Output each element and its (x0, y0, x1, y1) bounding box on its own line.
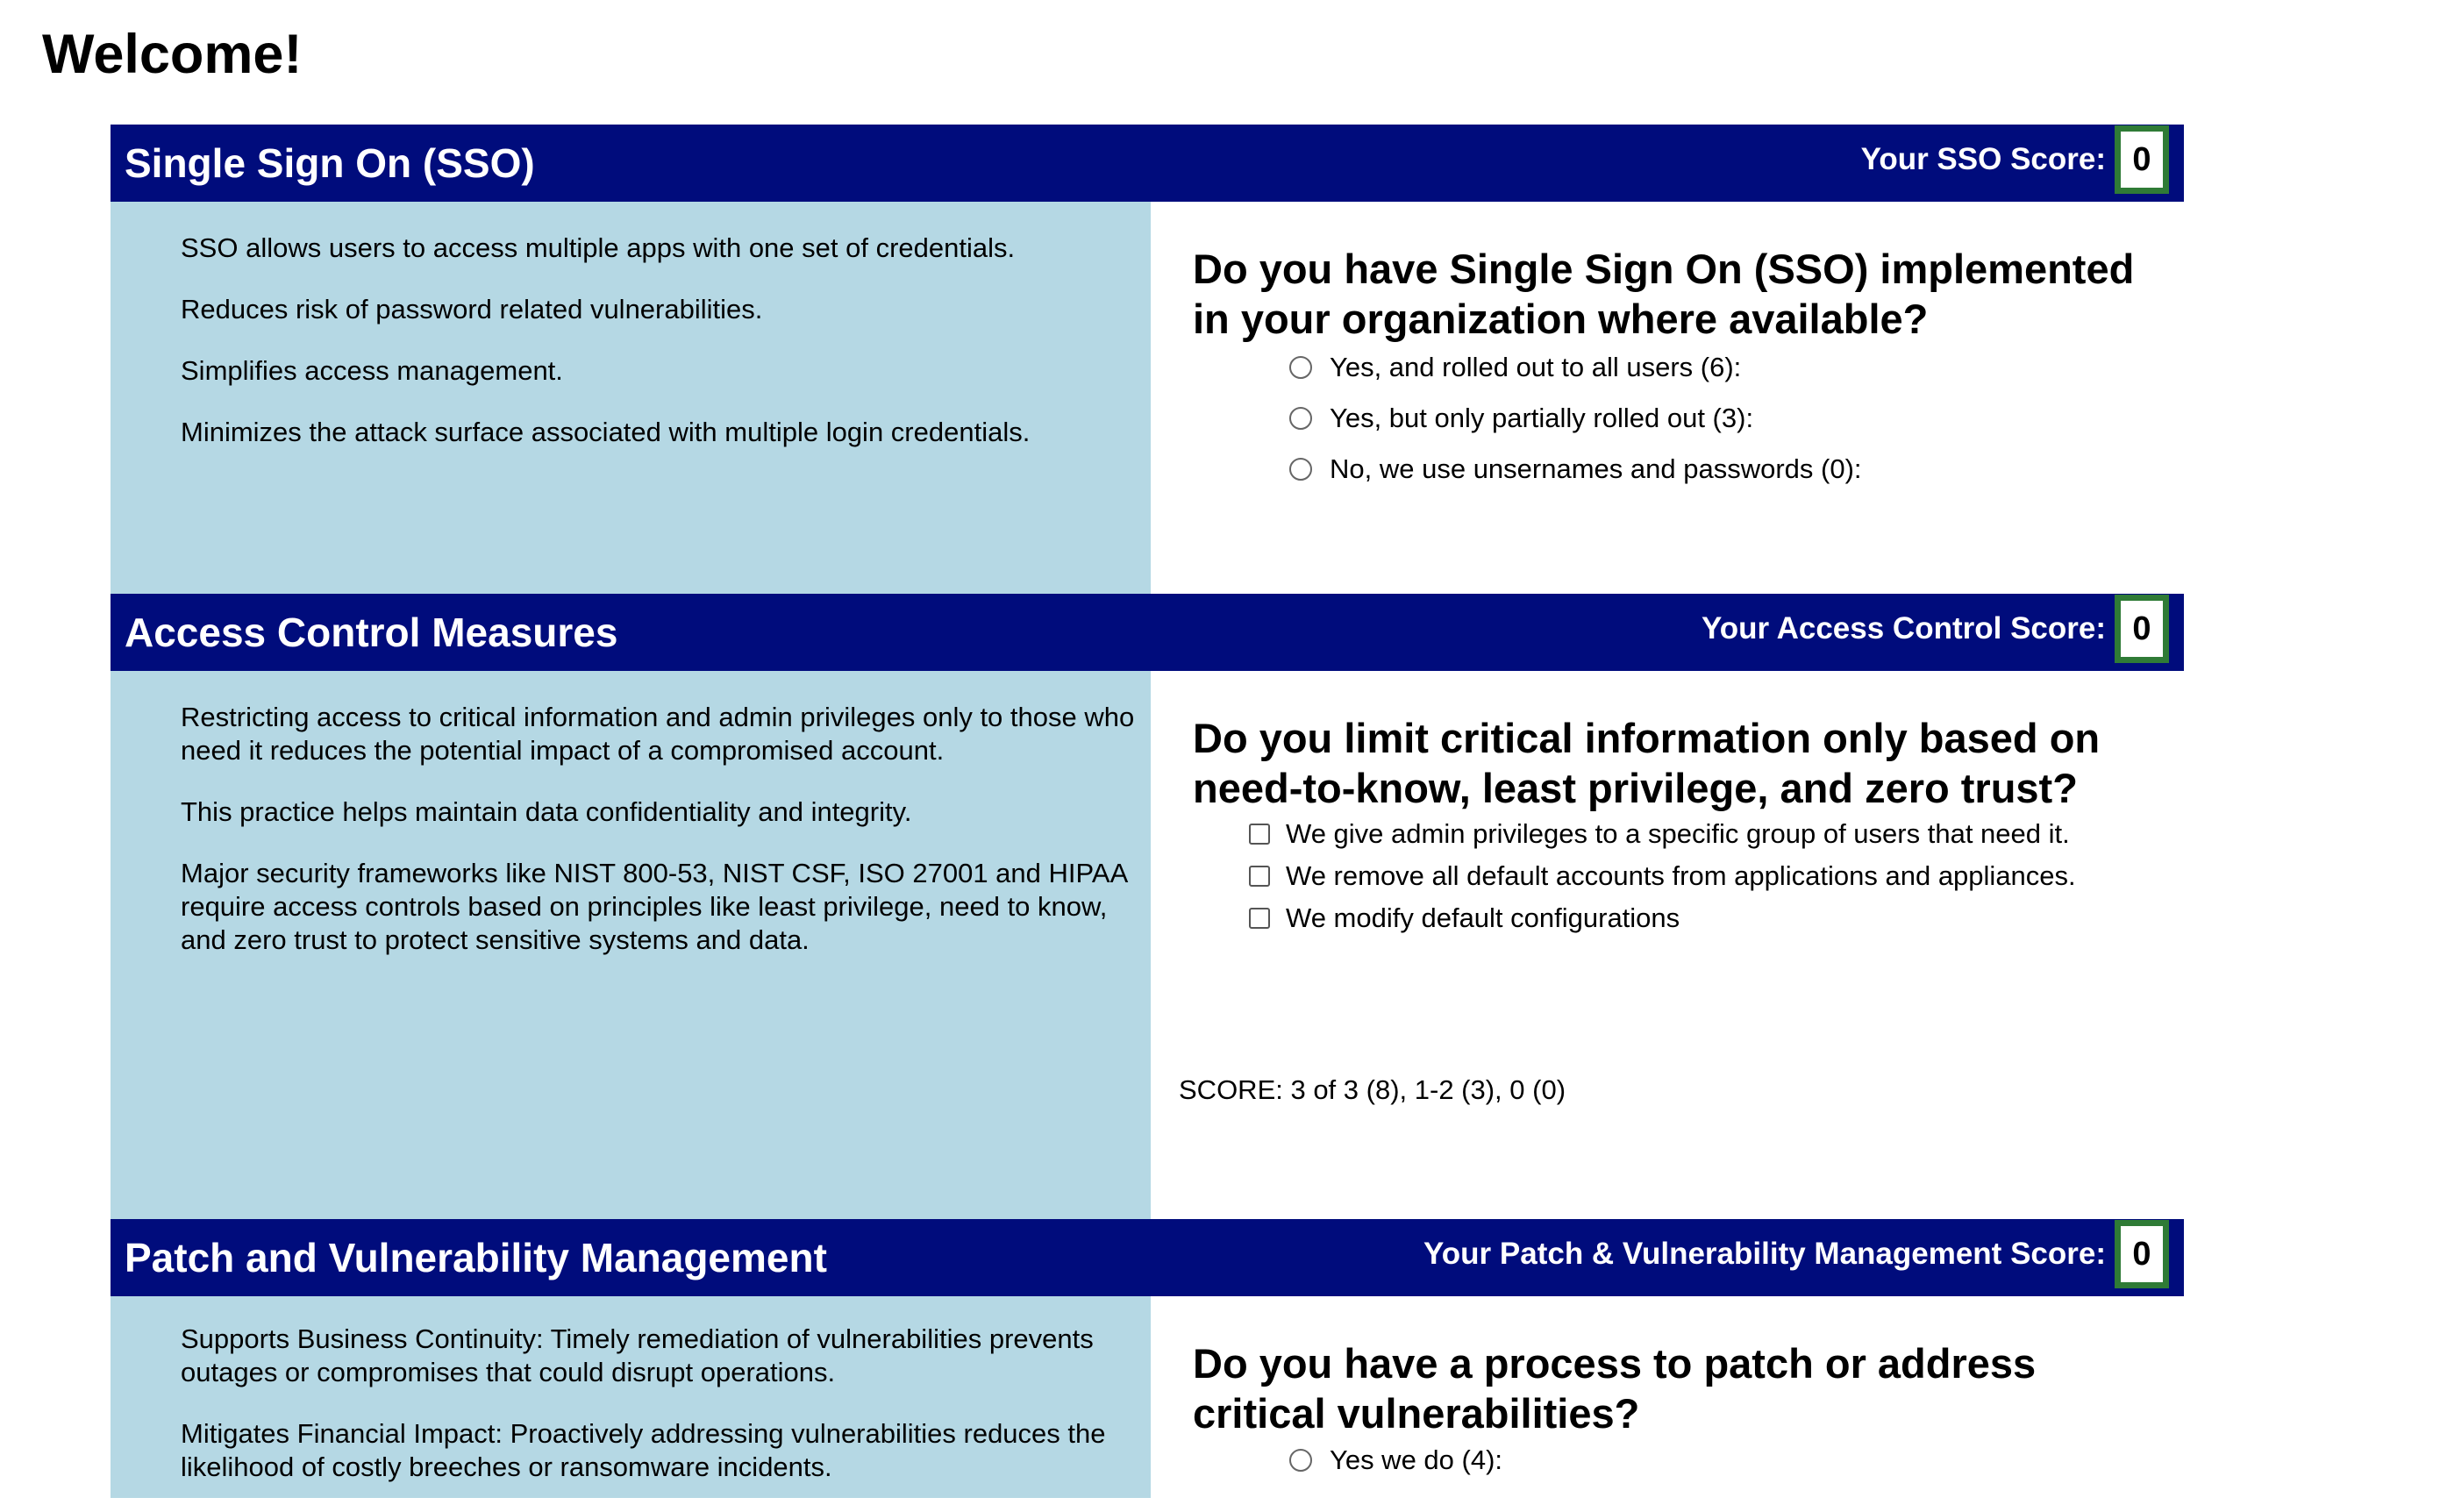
sso-section-title: Single Sign On (SSO) (125, 140, 535, 186)
access-control-score-label: Your Access Control Score: (1702, 611, 2106, 645)
access-control-section (111, 594, 2184, 1219)
option-label: Yes we do (4): (1330, 1444, 1503, 1475)
patch-score-value: 0 (2115, 1220, 2169, 1288)
checkbox-default-configurations[interactable] (1233, 897, 2154, 939)
list-item: Mitigates Financial Impact: Proactively addressing vulnerabilities reduces the likelihood of costly breeches or ransomware incidents. (181, 1418, 1106, 1482)
patch-header (111, 1219, 2184, 1296)
page-title: Welcome! (42, 24, 303, 85)
sso-option-partial[interactable] (1274, 393, 2151, 444)
patch-score-label: Your Patch & Vulnerability Management Score: (1423, 1237, 2106, 1271)
sso-score-label: Your SSO Score: (1860, 142, 2106, 176)
patch-options (1274, 1435, 2151, 1486)
sso-option-all-users[interactable] (1274, 342, 2151, 393)
list-item: Simplifies access management. (181, 355, 563, 386)
access-control-score (1702, 594, 2169, 664)
option-label: We give admin privileges to a specific group of users that need it. (1286, 818, 2070, 849)
access-control-section-title: Access Control Measures (125, 610, 618, 655)
list-item: This practice helps maintain data confidentiality and integrity. (181, 796, 912, 827)
access-control-header (111, 594, 2184, 671)
checkbox[interactable] (1249, 824, 1270, 845)
list-item: Major security frameworks like NIST 800-53, NIST CSF, ISO 27001 and HIPAA require access controls based on principles like least privilege, need to know, and zero trust to protect sensitive systems and data. (181, 858, 1127, 955)
access-control-options (1233, 813, 2154, 939)
list-item: Supports Business Continuity: Timely remediation of vulnerabilities prevents outages or compromises that could disrupt operations. (181, 1323, 1094, 1387)
sso-options (1274, 342, 2151, 495)
option-label: We remove all default accounts from applications and appliances. (1286, 860, 2076, 891)
sso-question-panel (1151, 202, 2184, 595)
sso-info-panel (111, 202, 1151, 595)
sso-section (111, 125, 2184, 595)
sso-question: Do you have Single Sign On (SSO) implemented in your organization where available? (1193, 246, 2135, 342)
checkbox-admin-privileges[interactable] (1233, 813, 2154, 855)
access-control-info-panel (111, 671, 1151, 1220)
sso-score-value: 0 (2115, 125, 2169, 194)
sso-score (1861, 125, 2169, 195)
patch-section (111, 1219, 2184, 1498)
access-control-score-note: SCORE: 3 of 3 (8), 1-2 (3), 0 (0) (1179, 1074, 1566, 1105)
sso-header (111, 125, 2184, 202)
list-item: Reduces risk of password related vulnerabilities. (181, 294, 763, 325)
patch-section-title: Patch and Vulnerability Management (125, 1235, 827, 1280)
patch-info-list (181, 1323, 1154, 1512)
list-item: Restricting access to critical information and admin privileges only to those who need it reduces the potential impact of a compromised account. (181, 702, 1135, 766)
patch-question: Do you have a process to patch or address critical vulnerabilities? (1193, 1340, 2037, 1437)
list-item: SSO allows users to access multiple apps with one set of credentials. (181, 232, 1016, 263)
sso-info-list (181, 232, 1154, 477)
patch-question-panel (1151, 1296, 2184, 1498)
checkbox[interactable] (1249, 908, 1270, 929)
option-label: We modify default configurations (1286, 902, 1680, 933)
list-item: Minimizes the attack surface associated with multiple login credentials. (181, 417, 1031, 447)
patch-option-yes[interactable] (1274, 1435, 2151, 1486)
patch-info-panel (111, 1296, 1151, 1498)
access-control-info-list (181, 701, 1154, 985)
radio-button[interactable] (1289, 407, 1312, 430)
checkbox[interactable] (1249, 866, 1270, 887)
access-control-score-value: 0 (2115, 595, 2169, 663)
radio-button[interactable] (1289, 458, 1312, 481)
checkbox-default-accounts[interactable] (1233, 855, 2154, 897)
radio-button[interactable] (1289, 1449, 1312, 1472)
patch-score (1423, 1219, 2169, 1289)
radio-button[interactable] (1289, 356, 1312, 379)
sso-option-no[interactable] (1274, 444, 2151, 495)
option-label: Yes, and rolled out to all users (6): (1330, 352, 1742, 382)
access-control-question-panel (1151, 671, 2184, 1220)
option-label: Yes, but only partially rolled out (3): (1330, 403, 1754, 433)
option-label: No, we use unsernames and passwords (0): (1330, 453, 1862, 484)
access-control-question: Do you limit critical information only based on need-to-know, least privilege, and zero trust? (1193, 715, 2101, 811)
